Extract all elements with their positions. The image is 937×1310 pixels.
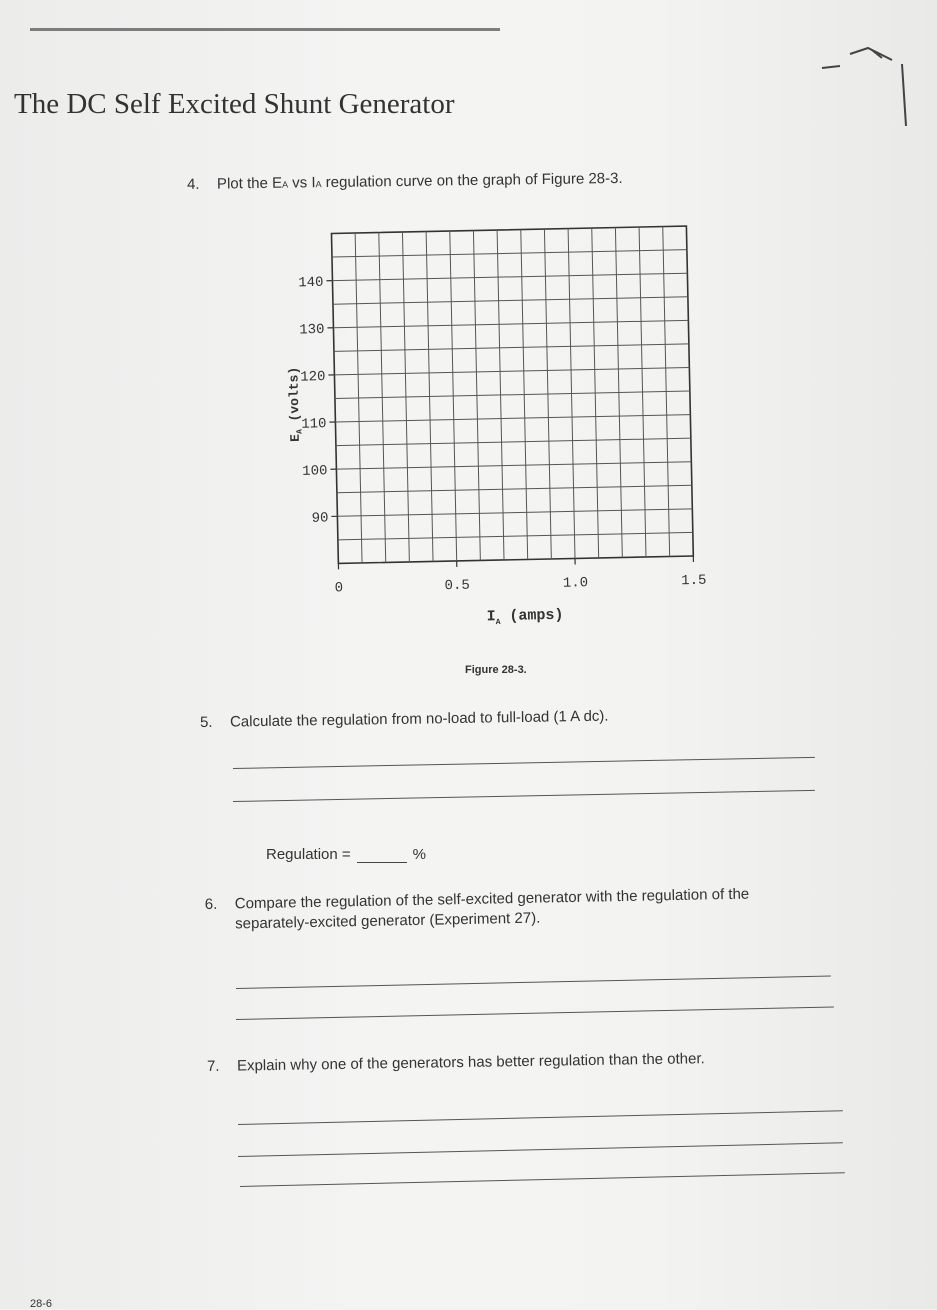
top-rule bbox=[30, 28, 500, 31]
x-axis-label: $I_A$ (amps) bbox=[486, 607, 563, 628]
x-tick-label: 1.5 bbox=[681, 573, 707, 590]
question-4: 4. Plot the EA vs IA regulation curve on the graph of Figure 28-3. bbox=[187, 170, 623, 193]
y-tick-label: 100 bbox=[302, 463, 328, 480]
question-7: 7. Explain why one of the generators has better regulation than the other. bbox=[207, 1050, 705, 1075]
y-tick-label: 130 bbox=[299, 322, 325, 339]
pen-mark bbox=[820, 46, 910, 126]
question-number: 6. bbox=[205, 894, 235, 915]
figure-caption: Figure 28-3. bbox=[465, 664, 527, 676]
question-number: 7. bbox=[207, 1058, 237, 1075]
x-tick-label: 0 bbox=[335, 580, 344, 596]
page-title: The DC Self Excited Shunt Generator bbox=[14, 88, 455, 121]
regulation-field: Regulation = % bbox=[266, 846, 426, 863]
y-tick-label: 90 bbox=[311, 510, 328, 526]
x-tick-label: 1.0 bbox=[563, 575, 589, 592]
y-tick-label: 140 bbox=[298, 275, 324, 292]
question-5: 5. Calculate the regulation from no-load to full-load (1 A dc). bbox=[200, 708, 609, 731]
x-tick-label: 0.5 bbox=[444, 578, 470, 595]
y-tick-label: 120 bbox=[300, 369, 326, 386]
y-axis-label: $E_A$ (volts) bbox=[286, 367, 305, 442]
question-number: 4. bbox=[187, 176, 217, 193]
regulation-blank[interactable] bbox=[357, 848, 407, 863]
y-tick-label: 110 bbox=[301, 416, 327, 433]
question-number: 5. bbox=[200, 714, 230, 731]
page-number: 28-6 bbox=[30, 1298, 52, 1310]
question-6: 6. Compare the regulation of the self-excited generator with the regulation of the separately-excited generator (Experiment 27). bbox=[205, 885, 750, 935]
